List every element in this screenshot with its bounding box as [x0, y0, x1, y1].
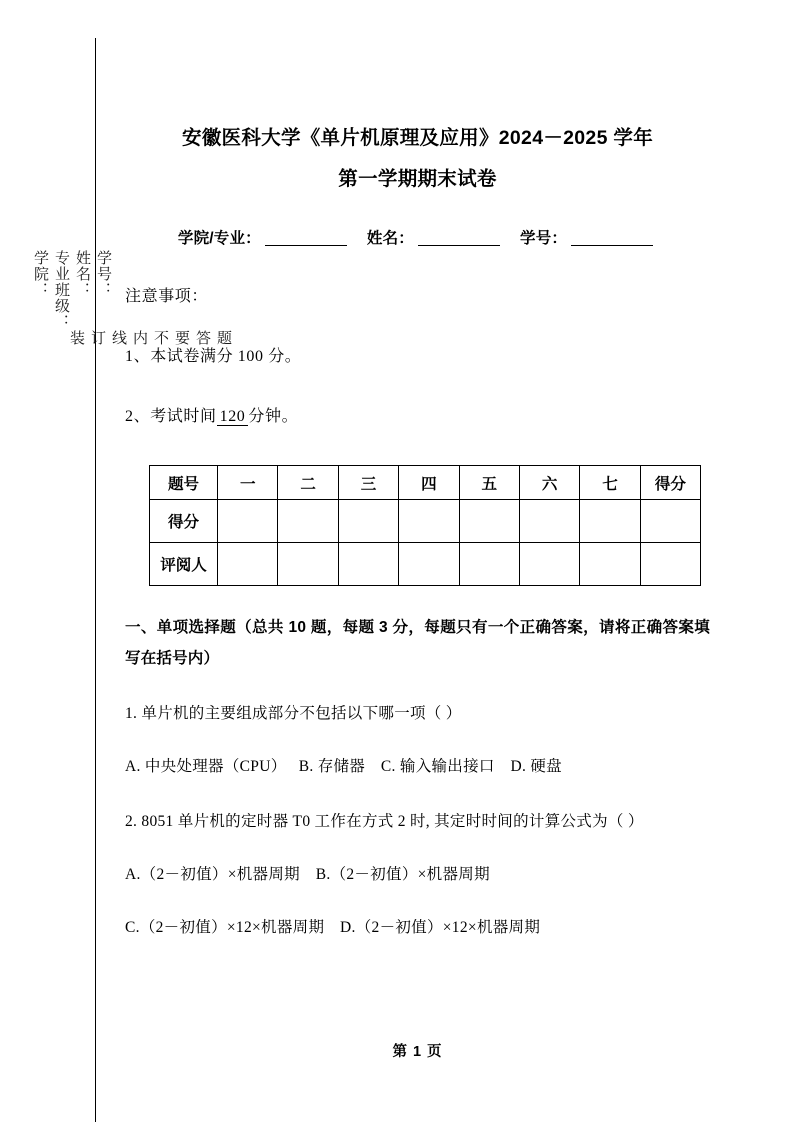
name-label: 姓名： [366, 230, 414, 247]
score-cell[interactable] [580, 500, 640, 543]
reviewer-cell[interactable] [338, 543, 398, 586]
note-2-suffix: 分钟。 [248, 408, 299, 425]
reviewer-cell[interactable] [218, 543, 278, 586]
note-2-prefix: 2、考试时间 [125, 408, 217, 425]
student-info-line [125, 200, 710, 248]
score-cell[interactable] [459, 500, 519, 543]
document-body [125, 0, 710, 943]
margin-field-college: 学院： [32, 250, 49, 298]
reviewer-cell[interactable] [580, 543, 640, 586]
score-table-header-cell: 四 [399, 466, 459, 500]
score-row-label: 得分 [150, 500, 218, 543]
reviewer-cell[interactable] [278, 543, 338, 586]
seal-char: 线 [110, 330, 127, 345]
reviewer-cell[interactable] [459, 543, 519, 586]
paper-title-line1: 安徽医科大学《单片机原理及应用》2024－2025 学年 [181, 127, 654, 149]
score-cell[interactable] [218, 500, 278, 543]
page-footer: 第 1 页 [392, 1044, 443, 1060]
paper-title-line2: 第一学期期末试卷 [338, 168, 497, 190]
score-table-header-cell: 三 [338, 466, 398, 500]
exam-duration-value: 120 [217, 408, 249, 426]
score-row-label: 评阅人 [150, 543, 218, 586]
seal-char: 内 [131, 330, 148, 345]
score-table-header-cell: 一 [218, 466, 278, 500]
seal-char: 答 [194, 330, 211, 345]
score-cell[interactable] [519, 500, 579, 543]
margin-field-name: 姓名： [74, 250, 91, 298]
reviewer-cell[interactable] [519, 543, 579, 586]
score-table-header-cell: 得分 [640, 466, 700, 500]
score-table-header-cell: 七 [580, 466, 640, 500]
seal-char: 装 [68, 330, 85, 345]
margin-field-class: 专业班级： [53, 250, 70, 330]
college-major-label: 学院/专业： [177, 230, 261, 247]
student-no-blank[interactable] [571, 245, 653, 246]
table-row [150, 543, 701, 586]
score-table-header-cell: 题号 [150, 466, 218, 500]
score-cell[interactable] [640, 500, 700, 543]
score-table-header-cell: 五 [459, 466, 519, 500]
score-cell[interactable] [278, 500, 338, 543]
score-cell[interactable] [338, 500, 398, 543]
reviewer-cell[interactable] [640, 543, 700, 586]
student-no-label: 学号： [520, 230, 568, 247]
seal-char: 不 [152, 330, 169, 345]
seal-char: 要 [173, 330, 190, 345]
question-1-options: A. 中央处理器（CPU） B. 存储器 C. 输入输出接口 D. 硬盘 [125, 758, 562, 775]
note-item-2 [125, 372, 710, 432]
page-title [125, 0, 710, 200]
seal-char: 订 [89, 330, 106, 345]
college-major-blank[interactable] [265, 245, 347, 246]
score-table [149, 465, 701, 586]
question-2-options-line-2: C.（2－初值）×12×机器周期 D.（2－初值）×12×机器周期 [125, 919, 541, 936]
section-heading-1: 一、单项选择题（总共 10 题，每题 3 分，每题只有一个正确答案，请将正确答案填写在括号内） [125, 619, 710, 667]
margin-field-student-no: 学号： [95, 250, 112, 298]
seal-char: 题 [215, 330, 232, 345]
note-item-1: 1、本试卷满分 100 分。 [125, 348, 302, 365]
reviewer-cell[interactable] [399, 543, 459, 586]
score-table-header-cell: 二 [278, 466, 338, 500]
question-1-stem: 1. 单片机的主要组成部分不包括以下哪一项（ ） [125, 705, 462, 722]
score-table-header-cell: 六 [519, 466, 579, 500]
question-2-options-line-1: A.（2－初值）×机器周期 B.（2－初值）×机器周期 [125, 866, 490, 883]
question-2-stem: 2. 8051 单片机的定时器 T0 工作在方式 2 时, 其定时时间的计算公式为（ ） [125, 813, 644, 830]
table-row [150, 500, 701, 543]
score-cell[interactable] [399, 500, 459, 543]
name-blank[interactable] [418, 245, 500, 246]
notes-heading: 注意事项： [125, 288, 209, 305]
table-row [150, 466, 701, 500]
